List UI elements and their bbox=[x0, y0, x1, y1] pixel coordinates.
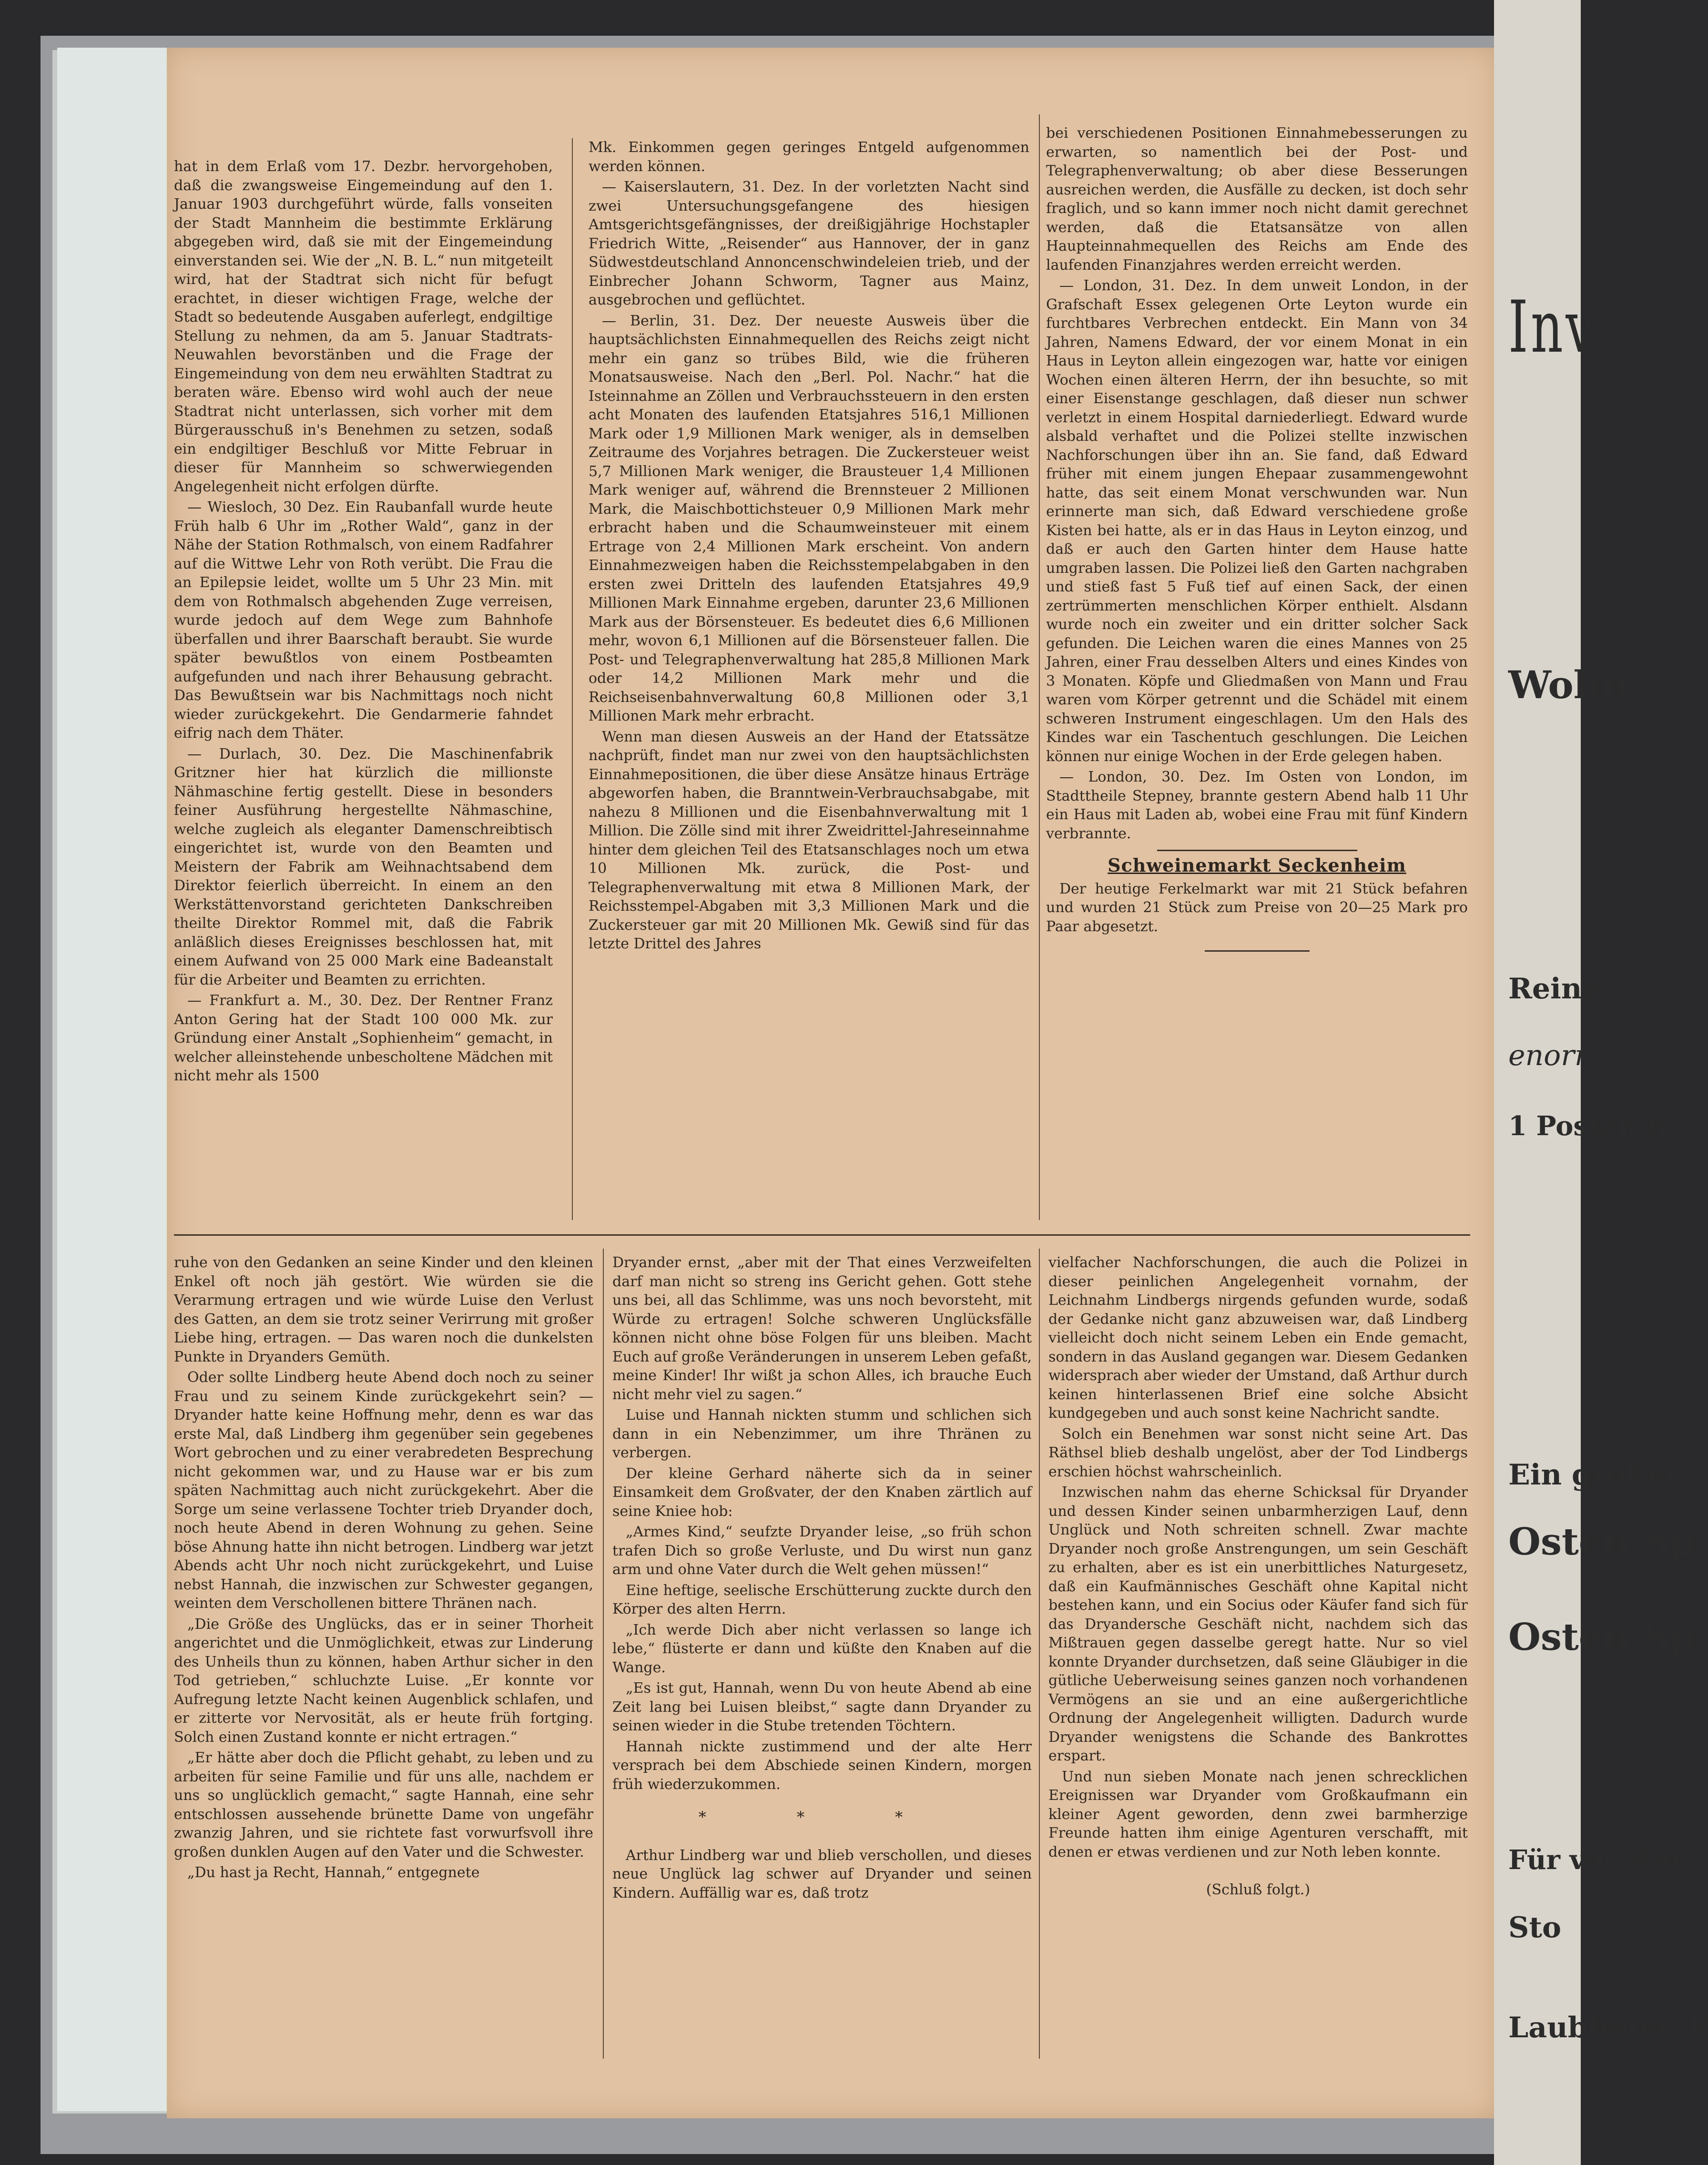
adjacent-fragment: Reine bbox=[1508, 972, 1600, 1006]
serial-paragraph: „Er hätte aber doch die Pflicht gehabt, zu leben und zu arbeiten für seine Familie und für uns alle, nachdem er uns so unglücklich gemacht,“ sagte Hannah, eine sehr entschlossen aussehende brünette Dame von ungefähr zwanzig Jahren, und sie richtete fast vorwurfsvoll ihre großen dunklen Augen auf den Vater und die Schwester. bbox=[174, 1749, 593, 1860]
serial-paragraph: „Ich werde Dich aber nicht verlassen so lange ich lebe,“ flüsterte er dann und küßte den Knaben auf die Wange. bbox=[612, 1621, 1032, 1676]
article-berlin: — Berlin, 31. Dez. Der neueste Ausweis über die hauptsächlichsten Einnahmequellen des Reichs zeigt nicht mehr ein ganz so trübes Bild, wie die früheren Monatsausweise. Nach den „Berl. Pol. Nachr.“ hat die Isteinnahme an Zöllen und Verbrauchssteuern in den ersten acht Monaten des laufenden Etatsjahres 516,1 Millionen Mark oder 1,9 Millionen Mark weniger, als in demselben Zeitraume des Vorjahres betragen. Die Zuckersteuer weist 5,7 Millionen Mark weniger, die Brausteuer 1,4 Millionen Mark weniger auf, während die Brennsteuer 2 Millionen Mark, die Maischbottichsteuer 0,9 Millionen Mark mehr erbracht haben und die Schaumweinsteuer mit einem Ertrage von 2,4 Millionen Mark erscheint. Von andern Einnahmezweigen haben die Reichsstempelabgaben in den ersten zwei Dritteln des laufenden Etatsjahres 49,9 Millionen Mark Einnahme ergeben, darunter 23,6 Millionen Mark aus der Börsensteuer. Es bedeutet dies 6,6 Millionen mehr, wovon 6,1 Millionen auf die Börsensteuer fallen. Die Post- und Telegraphenverwaltung hat 285,8 Millionen Mark oder 14,2 Millionen Mark mehr und die Reichseisenbahnverwaltung 60,8 Millionen oder 3,1 Millionen Mark mehr erbracht. bbox=[589, 312, 1029, 724]
column-divider bbox=[572, 138, 573, 1220]
article-durlach: — Durlach, 30. Dez. Die Maschinenfabrik Gritzner hier hat kürzlich die millionste Nähmaschine fertig gestellt. Diese in besonders feiner Ausführung hergestellte Nähmaschine, welche zugleich als eleganter Damenschreibtisch eingerichtet ist, wurde von den Beamten und Meistern der Fabrik am Weihnachtsabend dem Direktor feierlich überreicht. In einem an den Werkstättenvorstand gerichteten Dankschreiben theilte Direktor Rommel mit, daß die Fabrik anläßlich dieses Ereignisses beschlossen hat, mit einem Aufwand von 25 000 Mark eine Badeanstalt für die Arbeiter und Beamten zu errichten. bbox=[174, 745, 553, 988]
article-london-stepney: — London, 30. Dez. Im Osten von London, im Stadttheile Stepney, brannte gestern Abend halb 11 Uhr ein Haus mit Laden ab, wobei eine Frau mit fünf Kindern verbrannte. bbox=[1046, 769, 1468, 842]
article-einkommen-cont: Mk. Einkommen gegen geringes Entgeld aufgenommen werden können. bbox=[589, 139, 1029, 175]
mount-strip bbox=[57, 48, 181, 2111]
top-column-1 bbox=[174, 157, 553, 1220]
adjacent-fragment: Osten Sp bbox=[1508, 1520, 1696, 1564]
section-break-stars: * * * bbox=[698, 1808, 946, 1826]
adjacent-fragment: enorm bbox=[1508, 1039, 1602, 1072]
serial-paragraph: Inzwischen nahm das eherne Schicksal für Dryander und dessen Kinder seinen unbarmherzigen Lauf, denn Unglück und Noth schreiten schnell. Zwar machte Dryander noch große Anstrengungen, um sein Geschäft zu erhalten, aber es ist ein unerbittliches Naturgesetz, daß ein Kaufmännisches Geschäft ohne Kapital nicht bestehen kann, und ein Socius oder Käufer fand sich für das Dryandersche Geschäft nicht, nachdem sich das Mißtrauen gegen dasselbe geregt hatte. Nur so viel konnte Dryander durchsetzen, daß seine Gläubiger in die gütliche Ueberweisung seines ganzen noch vorhandenen Vermögens an sie und an eine außergerichtliche Ordnung der Angelegenheit willigten. Dadurch wurde Dryander wenigstens die Schande des Bankrottes erspart. bbox=[1048, 1484, 1468, 1764]
article-kaiserslautern: — Kaiserslautern, 31. Dez. In der vorletzten Nacht sind zwei Untersuchungsgefangene des hiesigen Amtsgerichtsgefängnisses, der dreißigjährige Hochstapler Friedrich Witte, „Reisender“ aus Hannover, der in ganz Südwestdeutschland Annoncenschwindeleien trieb, und der Einbrecher Johann Schworm, Tagner aus Mainz, ausgebrochen und geflüchtet. bbox=[589, 179, 1029, 308]
section-rule bbox=[1205, 950, 1310, 952]
serial-paragraph: Hannah nickte zustimmend und der alte Herr versprach bei dem Abschiede seinen Kindern, morgen früh wiederzukommen. bbox=[612, 1738, 1032, 1793]
serial-column-3 bbox=[1048, 1253, 1468, 2063]
article-frankfurt: — Frankfurt a. M., 30. Dez. Der Rentner Franz Anton Gering hat der Stadt 100 000 Mk. zur Gründung einer Anstalt „Sophienheim“ gemacht, in welcher alleinstehende unbescholtene Mädchen mit nicht mehr als 1500 bbox=[174, 992, 553, 1084]
serial-paragraph: Und nun sieben Monate nach jenen schrecklichen Ereignissen war Dryander vom Großkaufmann ein kleiner Agent geworden, denn zwei barmherzige Freunde hatten ihm einige Agenturen verschafft, mit denen er etwas verdienen und zur Noth leben konnte. bbox=[1048, 1768, 1468, 1860]
adjacent-fragment: Sto bbox=[1508, 1911, 1562, 1944]
serial-paragraph: Solch ein Benehmen war sonst nicht seine Art. Das Räthsel blieb deshalb ungelöst, aber der Tod Lindbergs erschien höchst wahrscheinlich. bbox=[1048, 1425, 1468, 1480]
adjacent-fragment: 1 Posten R bbox=[1508, 1110, 1669, 1142]
continuation-note: (Schluß folgt.) bbox=[1206, 1881, 1311, 1898]
adjacent-fragment: Osten Sp bbox=[1508, 1616, 1696, 1659]
adjacent-fragment: Laubheim, F bbox=[1508, 2011, 1708, 2044]
serial-paragraph: Dryander ernst, „aber mit der That eines Verzweifelten darf man nicht so streng ins Gericht gehen. Gott stehe uns bei, all das Schlimme, was uns noch bevorsteht, mit Würde zu ertragen! Solche schweren Unglücksfälle können nicht ohne böse Folgen für uns bleiben. Macht Euch auf große Veränderungen in unserem Leben gefaßt, meine Kinder! Ihr wißt ja schon Alles, ich brauche Euch nicht mehr viel zu sagen.“ bbox=[612, 1254, 1032, 1403]
serial-paragraph: vielfacher Nachforschungen, die auch die Polizei in dieser peinlichen Angelegenheit vornahm, der Leichnahm Lindbergs nirgends gefunden wurde, sodaß der Gedanke nicht ganz abzuweisen war, daß Lindberg vielleicht doch nicht seinem Leben ein Ende gemacht, sondern in das Ausland gegangen war. Diesem Gedanken widersprach aber wieder der Umstand, daß Arthur durch keinen hinterlassenen Brief eine solche Absicht kundgegeben und auch sonst keine Nachricht sandte. bbox=[1048, 1254, 1468, 1422]
top-column-3 bbox=[1046, 124, 1468, 1220]
article-berlin-ausweis: Wenn man diesen Ausweis an der Hand der Etatssätze nachprüft, findet man nur zwei von den hauptsächlichsten Einnahmepositionen, die über diese Ansätze hinaus Erträge abgeworfen haben, die Branntwein-Verbrauchsabgabe, mit nahezu 8 Millionen und die Eisenbahnverwaltung mit 1 Million. Die Zölle sind mit ihrer Zweidrittel-Jahreseinnahme hinter dem gleichen Teil des Etatsanschlages noch um etwa 10 Millionen Mk. zurück, die Post- und Telegraphenverwaltung mit etwa 8 Millionen Mark, der Reichsstempel-Abgaben mit 3,3 Millionen Mark und die Zuckersteuer gar mit 20 Millionen Mk. Gewiß sind für das letzte Drittel des Jahres bbox=[589, 728, 1029, 952]
feuilleton-rule bbox=[174, 1234, 1470, 1236]
market-heading: Schweinemarkt Seckenheim bbox=[1108, 854, 1406, 876]
column-divider bbox=[1039, 1249, 1040, 2059]
top-column-2 bbox=[589, 138, 1029, 1220]
serial-column-1 bbox=[174, 1253, 593, 2059]
column-divider bbox=[1039, 114, 1040, 1220]
article-eingemeindung: hat in dem Erlaß vom 17. Dezbr. hervorgehoben, daß die zwangsweise Eingemeindung auf den 1. Januar 1903 durchgeführt würde, falls vonseiten der Stadt Mannheim die bestimmte Erklärung abgegeben wird, daß sie mit der Eingemeindung einverstanden sei. Wie der „N. B. L.“ nun mitgeteilt wird, hat der Stadtrat sich nicht für befugt erachtet, in dieser wichtigen Frage, welche der Stadt so bedeutende Ausgaben auferlegt, endgiltige Stellung zu nehmen, da am 5. Januar Stadtrats-Neuwahlen bevorstänben und die Frage der Eingemeindung von dem neu erwählten Stadtrat zu beraten wäre. Ebenso wird wohl auch der neue Stadtrat nicht unterlassen, sich vorher mit dem Bürgerausschuß in's Benehmen zu setzen, sodaß ein endgiltiger Beschluß vor Mitte Februar in dieser für Mannheim so schwerwiegenden Angelegenheit nicht erfolgen dürfte. bbox=[174, 158, 553, 495]
serial-paragraph: „Du hast ja Recht, Hannah,“ entgegnete bbox=[187, 1864, 480, 1881]
serial-paragraph: „Armes Kind,“ seufzte Dryander leise, „so früh schon trafen Dich so große Verluste, und Du wirst nun ganz arm und ohne Vater durch die Welt gehen müssen!“ bbox=[612, 1524, 1032, 1578]
adjacent-fragment: Inv bbox=[1508, 286, 1597, 369]
serial-paragraph: Oder sollte Lindberg heute Abend doch noch zu seiner Frau und zu seinem Kinde zurückgekehrt sein? — Dryander hatte keine Hoffnung mehr, denn es war das erste Mal, daß Lindberg ihm gegenüber sein gegebenes Wort gebrochen und zu einer verabredeten Besprechung nicht gekommen war, und zu Hause war er bis zum späten Nachmittag auch nicht zurückgekehrt. Aber die Sorge um seine verlassene Tochter trieb Dryander doch, noch heute Abend in deren Wohnung zu gehen. Seine böse Ahnung hatte ihn nicht betrogen. Lindberg war jetzt Abends acht Uhr noch nicht zurückgekehrt, und Luise nebst Hannah, die inzwischen zur Schwester gegangen, weinten dem Verschollenen bittere Thränen nach. bbox=[174, 1369, 593, 1612]
serial-paragraph: Luise und Hannah nickten stumm und schlichen sich dann in ein Nebenzimmer, um ihre Thränen zu verbergen. bbox=[612, 1407, 1032, 1461]
section-rule bbox=[1157, 850, 1357, 851]
article-london-leyton: — London, 31. Dez. In dem unweit London, in der Grafschaft Essex gelegenen Orte Leyton wurde ein furchtbares Verbrechen entdeckt. Ein Mann von 34 Jahren, Namens Edward, der vor einem Monat in ein Haus in Leyton allein eingezogen war, hatte vor einigen Wochen einen älteren Herrn, der ihn besuchte, so mit einer Eisenstange geschlagen, daß dieser nun schwer verletzt in einem Hospital darniederliegt. Edward wurde alsbald verhaftet und die Polizei stellte inzwischen Nachforschungen über ihn an. Sie fand, daß Edward früher mit einem jungen Ehepaar zusammengewohnt hatte, das seit einem Monat verschwunden war. Nun erinnerte man sich, daß Edward verschiedene große Kisten bei hatte, als er in das Haus in Leyton einzog, und daß er auch den Garten hinter dem Hause hatte umgraben lassen. Die Polizei ließ den Garten nachgraben und stieß fast 5 Fuß tief auf einen Sack, der einen zertrümmerten menschlichen Körper enthielt. Alsdann wurde noch ein zweiter und ein dritter solcher Sack gefunden. Die Leichen waren die eines Mannes von 25 Jahren, einer Frau desselben Alters und eines Kindes von 3 Monaten. Köpfe und Gliedmaßen von Mann und Frau waren vom Körper getrennt und die Schädel mit einem schweren Instrument eingeschlagen. Um den Hals des Kindes war ein Taschentuch geschlungen. Die Leichen können nur einige Wochen in der Erde gelegen haben. bbox=[1046, 277, 1468, 765]
adjacent-fragment: Für vor Wei bbox=[1508, 1844, 1681, 1876]
adjacent-fragment: Ein großer bbox=[1508, 1458, 1681, 1492]
article-wiesloch: — Wiesloch, 30 Dez. Ein Raubanfall wurde heute Früh halb 6 Uhr im „Rother Wald“, ganz in der Nähe der Station Rothmalsch, von einem Radfahrer auf die Wittwe Lehr von Roth verübt. Die Frau die an Epilepsie leidet, wollte um 5 Uhr 23 Min. mit dem von Rothmalsch abgehenden Zuge verreisen, wurde jedoch auf dem Wege zum Bahnhofe überfallen und ihrer Baarschaft beraubt. Sie wurde später bewußtlos von einem Postbeamten aufgefunden und nach ihrer Behausung gebracht. Das Bewußtsein war bis Nachmittags noch nicht wieder zurückgekehrt. Die Gendarmerie fahndet eifrig nach dem Thäter. bbox=[174, 499, 553, 742]
serial-paragraph: Eine heftige, seelische Erschütterung zuckte durch den Körper des alten Herrn. bbox=[612, 1582, 1032, 1617]
serial-paragraph: Arthur Lindberg war und blieb verschollen, und dieses neue Unglück lag schwer auf Dryander und seinen Kindern. Auffällig war es, daß trotz bbox=[612, 1847, 1032, 1901]
serial-paragraph: Der kleine Gerhard näherte sich da in seiner Einsamkeit dem Großvater, der den Knaben zärtlich auf seine Kniee hob: bbox=[612, 1465, 1032, 1520]
serial-paragraph: „Die Größe des Unglücks, das er in seiner Thorheit angerichtet und die Unmöglichkeit, etwas zur Linderung des Unheils thun zu können, haben Arthur sicher in den Tod getrieben,“ schluchzte Luise. „Er konnte vor Aufregung letzte Nacht keinen Augenblick schlafen, und er zitterte vor Nervosität, als er heute früh fortging. Solch einen Zustand konnte er nicht ertragen.“ bbox=[174, 1616, 593, 1746]
column-divider bbox=[603, 1249, 604, 2059]
serial-column-2 bbox=[612, 1253, 1032, 2063]
market-report: Der heutige Ferkelmarkt war mit 21 Stück befahren und wurden 21 Stück zum Preise von 20—25 Mark pro Paar abgesetzt. bbox=[1046, 880, 1468, 935]
article-einnahme-cont: bei verschiedenen Positionen Einnahmebesserungen zu erwarten, so namentlich bei der Post- und Telegraphenverwaltung; ob aber diese Besserungen ausreichen werden, die Ausfälle zu decken, ist doch sehr fraglich, und so kann immer noch nicht damit gerechnet werden, daß die Etatsansätze von allen Haupteinnahmequellen des Reichs am Ende des laufenden Finanzjahres werden erreicht werden. bbox=[1046, 125, 1468, 274]
serial-paragraph: „Es ist gut, Hannah, wenn Du von heute Abend ab eine Zeit lang bei Luisen bleibst,“ sagte dann Dryander zu seinen wieder in die Stube tretenden Töchtern. bbox=[612, 1680, 1032, 1734]
adjacent-page bbox=[1494, 0, 1708, 2165]
adjacent-fragment: Wohn bbox=[1508, 662, 1629, 707]
serial-paragraph: ruhe von den Gedanken an seine Kinder und den kleinen Enkel oft noch jäh gestört. Wie würden sie die Verarmung ertragen und wie würde Luise den Verlust des Gatten, an dem sie trotz seiner Verirrung mit großer Liebe hing, ertragen. — Das waren noch die dunkelsten Punkte in Dryanders Gemüth. bbox=[174, 1254, 593, 1365]
